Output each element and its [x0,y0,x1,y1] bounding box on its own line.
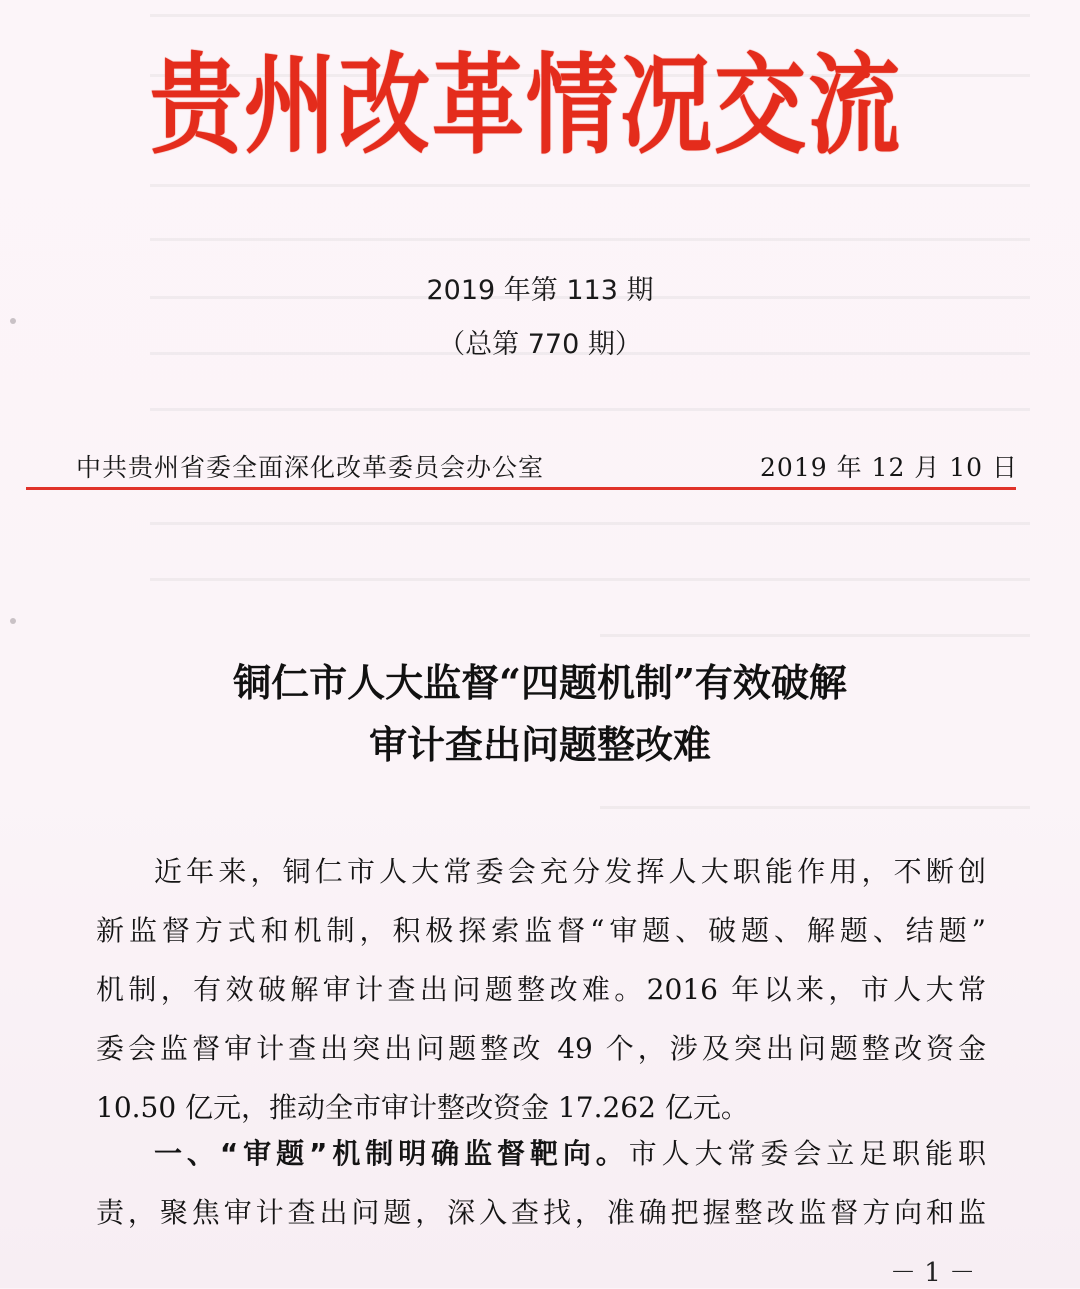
paragraph-line: 机制，有效破解审计查出问题整改难。2016 年以来，市人大常 [96,973,986,1006]
binder-hole [10,618,16,624]
article-paragraph-2 [96,1124,986,1242]
paragraph-line: 委会监督审计查出突出问题整改 49 个，涉及突出问题整改资金 [96,1032,986,1065]
masthead-title: 贵州改革情况交流 [150,42,903,169]
issue-number: 2019 年第 113 期 [426,275,654,306]
show-through-line [600,806,1030,809]
show-through-line [150,408,1030,411]
red-divider-rule [26,487,1016,490]
article-paragraph-1 [96,842,986,1137]
article-title-line-2: 审计查出问题整改难 [368,722,711,767]
paragraph-line: 近年来，铜仁市人大常委会充分发挥人大职能作用，不断创 [154,855,986,888]
show-through-line [600,634,1030,637]
page-number: － 1 － [890,1258,976,1288]
issue-total: （总第 770 期） [438,329,642,360]
paragraph-text: 市人大常委会立足职能职 [628,1137,986,1170]
paragraph-line: 10.50 亿元，推动全市审计整改资金 17.262 亿元。 [96,1091,749,1124]
show-through-line [150,184,1030,187]
show-through-line [150,522,1030,525]
issuer-row [58,448,1018,488]
issuer-name: 中共贵州省委全面深化改革委员会办公室 [76,453,545,482]
paragraph-line: 责，聚焦审计查出问题，深入查找，准确把握整改监督方向和监 [96,1196,986,1229]
show-through-line [150,238,1030,241]
paragraph-line [96,1124,986,1183]
section-heading: 一、“审题”机制明确监督靶向。 [154,1137,629,1170]
issue-date: 2019 年 12 月 10 日 [760,453,1018,482]
article-title-line-1: 铜仁市人大监督“四题机制”有效破解 [233,660,847,705]
show-through-line [150,578,1030,581]
show-through-line [150,14,1030,17]
paragraph-line: 新监督方式和机制，积极探索监督“审题、破题、解题、结题” [96,914,986,947]
